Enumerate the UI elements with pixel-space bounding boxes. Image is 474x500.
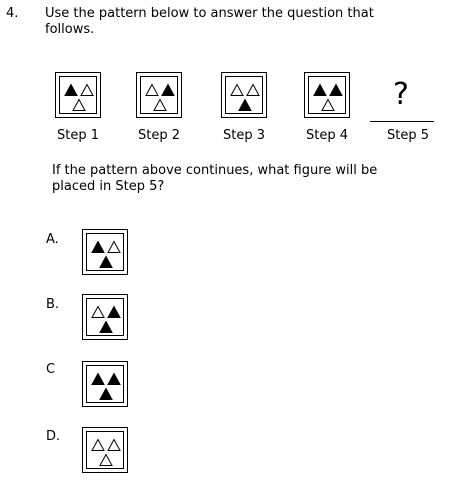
step-4-figure bbox=[304, 72, 350, 118]
triangle-bottom-filled-icon bbox=[100, 322, 112, 333]
option-b-letter: B. bbox=[46, 297, 60, 312]
triangle-top-right-filled-icon bbox=[108, 374, 120, 385]
question-prompt-line-2: placed in Step 5? bbox=[52, 179, 165, 194]
triangle-bottom-outline-icon bbox=[154, 100, 166, 111]
triangle-top-left-outline-icon bbox=[231, 85, 243, 96]
step-1-label: Step 1 bbox=[56, 128, 99, 143]
step-4-label: Step 4 bbox=[305, 128, 348, 143]
triangle-top-right-outline-icon bbox=[247, 85, 259, 96]
triangle-figure bbox=[83, 230, 126, 273]
triangle-figure bbox=[305, 73, 348, 116]
option-a-figure[interactable] bbox=[82, 229, 128, 275]
option-c-letter: C bbox=[46, 362, 56, 377]
option-a-letter: A. bbox=[46, 232, 59, 247]
triangle-figure bbox=[83, 295, 126, 338]
step-2-label: Step 2 bbox=[137, 128, 180, 143]
triangle-top-left-outline-icon bbox=[92, 440, 104, 451]
triangle-bottom-outline-icon bbox=[100, 455, 112, 466]
triangle-figure bbox=[222, 73, 265, 116]
triangle-bottom-filled-icon bbox=[100, 389, 112, 400]
triangle-top-left-filled-icon bbox=[65, 85, 77, 96]
triangle-top-right-filled-icon bbox=[108, 307, 120, 318]
step-2-figure bbox=[136, 72, 182, 118]
question-text bbox=[45, 6, 374, 38]
question-text-line-2: follows. bbox=[45, 22, 95, 37]
triangle-figure bbox=[83, 428, 126, 471]
question-text-line-1: Use the pattern below to answer the question that bbox=[45, 6, 374, 21]
option-d-figure[interactable] bbox=[82, 427, 128, 473]
triangle-top-right-filled-icon bbox=[330, 85, 342, 96]
triangle-top-right-outline-icon bbox=[108, 440, 120, 451]
step-3-figure bbox=[221, 72, 267, 118]
option-c-figure[interactable] bbox=[82, 361, 128, 407]
triangle-top-left-filled-icon bbox=[92, 242, 104, 253]
triangle-bottom-outline-icon bbox=[73, 100, 85, 111]
triangle-figure bbox=[137, 73, 180, 116]
triangle-top-left-outline-icon bbox=[146, 85, 158, 96]
triangle-top-left-filled-icon bbox=[92, 374, 104, 385]
triangle-bottom-filled-icon bbox=[100, 257, 112, 268]
triangle-bottom-filled-icon bbox=[239, 100, 251, 111]
question-number: 4. bbox=[6, 6, 19, 21]
question-prompt-line-1: If the pattern above continues, what figure will be bbox=[52, 163, 378, 178]
triangle-bottom-outline-icon bbox=[322, 100, 334, 111]
step-5-question-mark: ? bbox=[393, 77, 409, 112]
triangle-top-right-outline-icon bbox=[108, 242, 120, 253]
step-1-figure bbox=[55, 72, 101, 118]
triangle-top-left-filled-icon bbox=[314, 85, 326, 96]
triangle-top-right-outline-icon bbox=[81, 85, 93, 96]
triangle-figure bbox=[56, 73, 99, 116]
step-5-answer-line bbox=[370, 121, 434, 122]
triangle-figure bbox=[83, 362, 126, 405]
question-prompt bbox=[52, 163, 377, 195]
step-5-label: Step 5 bbox=[386, 128, 429, 143]
triangle-top-left-outline-icon bbox=[92, 307, 104, 318]
triangle-top-right-filled-icon bbox=[162, 85, 174, 96]
option-d-letter: D. bbox=[46, 429, 61, 444]
option-b-figure[interactable] bbox=[82, 294, 128, 340]
step-3-label: Step 3 bbox=[222, 128, 265, 143]
